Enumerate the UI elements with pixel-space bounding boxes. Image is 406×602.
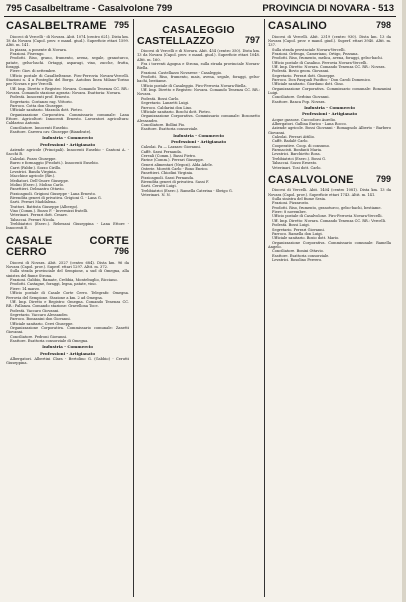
entry-intro: Diocesi di Vercelli. Abit. 1404 (centro 1081). Dista km. 13 da Novara (Capol. prov.). Superficie ettari 1743. Altit. m. 141. bbox=[268, 188, 391, 197]
entry-line: Organizzazione Corporativa. Commissario comunale: Ramella Angelo. bbox=[268, 240, 391, 249]
section-heading-casalvolone: CASALVOLONE 799 bbox=[268, 173, 391, 186]
entry-line: Ufficiale sanitario. Cerri Giuseppe. bbox=[10, 321, 74, 326]
entry-line: Segretario. Vaccaro Alessandro. bbox=[10, 312, 69, 317]
entry-line: Parroco. Cotta don Giuseppe. bbox=[10, 104, 64, 109]
entry-line: Sulla strada provinciale del Sempione, a sud di Omegna, alla sinistra del fiume Strona. bbox=[6, 269, 129, 278]
entry-line: Ufficio postale di Casalbeltrame. Piro-Ferrovia Novara-Vercelli. Stazioni n. 4 a Ponteglio del Borgo. Autobus linea Milano-Torino per Novara e per Vercelli. bbox=[6, 73, 129, 87]
entry-line: Trebbiatrici (Eserc.). Rebesani Giuseppina - Lana Ettore - Innocenti E. bbox=[6, 221, 129, 231]
entry-line: Segretario. Ferrari Giovanni. bbox=[272, 227, 325, 232]
subsection-heading: Industria - Commercio bbox=[42, 344, 93, 350]
entry-line: Vino (Comm.). Bozzo F. - Invernizzi fratelli. bbox=[10, 208, 89, 213]
entry-line: Mediatori. Dell'Onore Giuseppe. bbox=[10, 178, 70, 183]
entry-line: Ufficio postale di Casale Corte Cerro. Telegrafo: Omegna. Ferrovia del Sempione. Stazione a km. 2 ad Omegna. bbox=[6, 291, 129, 300]
entry-line: Segretario. Costanzo rag. Vittorio. bbox=[10, 99, 73, 104]
entry-line: Burro e formaggio (Produtt.). Innocenti Eusebio. bbox=[10, 161, 99, 166]
entry-line: Trattori. Battista Giuseppe (Albergo). bbox=[10, 204, 79, 209]
entry-line: Caffè. Sassi Fernanda. bbox=[141, 149, 182, 154]
entry-line: Fiere: Giov. di settembre. bbox=[10, 69, 57, 74]
entry-line: Parroco. Bonzanini don Giovanni. bbox=[10, 317, 71, 322]
entry-line: Frazioni. Castellazzo Novarese - Casaleggio. bbox=[141, 70, 223, 75]
section-heading-casalino: CASALINO 798 bbox=[268, 20, 391, 32]
entry-line: Farmacisti. Bonfanti Maria. bbox=[272, 148, 323, 153]
entry-line: Rivendita generi di privativa. Grigioni G. - Lana G. bbox=[10, 195, 102, 200]
entry-line: Uff. Imp. Diretto: Novara. Comando Tenenza CC. RR.: Vercelli. bbox=[272, 218, 387, 223]
entry-line: Organizzazione Corporativa. Commissario comunale: Lana Ettore. Agricoltori: Innocenti Ernesto. Lavoratori agricoltura: Caldarino Antonio. bbox=[6, 112, 129, 126]
entry-line: Trebbiatrici (Eserc.). Ramella Caterina - Sbrigo G. bbox=[141, 188, 233, 193]
entry-line: Esattore. Banca Pop. Novara. bbox=[272, 99, 326, 104]
entry-line: Uff. Imp. Diretto: Novara. Comando Tenenza CC. RR.: Novara. bbox=[272, 64, 386, 69]
entry-line: Parroco. Ramella don Luigi. bbox=[272, 231, 323, 236]
entry-line: Parroco. Caldarini don Lino. bbox=[141, 105, 193, 110]
column-2 bbox=[137, 19, 260, 597]
entry-line: Conciliatore. Bollini Pio. bbox=[141, 122, 186, 127]
entry-line: Pizzicagnoli. Sassi Fernanda. bbox=[141, 175, 195, 180]
entry-line: Podestà. Bovio geom. Giovanni. bbox=[272, 69, 330, 74]
entry-line: Calzolai. Pa — Lazzaro Giovanni. bbox=[141, 145, 201, 150]
section-heading-casale-corte-cerro: CASALE CORTE CERRO 796 bbox=[6, 234, 129, 259]
subsection-heading: Professioni - Artigianato bbox=[170, 138, 227, 144]
header-left: 795 Casalbeltrame - Casalvolone 799 bbox=[6, 3, 173, 14]
entry-line: Podestà. Vaccaro Giovanni. bbox=[10, 308, 60, 313]
entry-line: Sulla strada provinciale Novara-Vercelli. bbox=[272, 47, 346, 52]
entry-line: Prodotti. Riso, frumento, mais, avena, segale, foraggi, gelso-bachi, bestiame. bbox=[137, 75, 260, 84]
column-divider bbox=[133, 19, 134, 597]
entry-line: Pizzicagnoli. Grigioni Giuseppe - Lana Ernesto. bbox=[10, 191, 96, 196]
entry-line: Calzolai. Pozzo Giuseppe. bbox=[10, 156, 57, 161]
entry-line: Frazioni. Fisrengo. bbox=[10, 51, 45, 56]
entry-line: Panettieri. Delmastro Ottavio. bbox=[10, 187, 65, 192]
entry-line: Esattore. Esattoria consorziale. bbox=[272, 253, 330, 258]
entry-line: Veterinari. N. N. bbox=[141, 193, 171, 198]
entry-line: Podestà. Bossi Luigi. bbox=[272, 223, 310, 228]
entry-line: Segretario. Ferrari dott. Giuseppe. bbox=[272, 73, 336, 78]
directory-page bbox=[4, 2, 396, 600]
entry-line: Cereali (Comm.). Bassi Pietro. bbox=[141, 153, 197, 158]
entry-line: Cooperative. Coop. di consumo. bbox=[272, 143, 330, 148]
entry-line: Macchine agricole (Riv.). bbox=[10, 174, 56, 179]
entry-line: Sarti. Ferrari Maddalena. bbox=[10, 200, 57, 205]
subsection-heading: Professioni - Artigianato bbox=[301, 111, 358, 117]
entry-line: Sarti. Cerutti Luigi. bbox=[141, 184, 177, 189]
section-heading-casaleggio: CASALEGGIO CASTELLAZZO 797 bbox=[137, 24, 260, 48]
entry-line: Tabaccai. Ferrari Nicola. bbox=[10, 217, 56, 222]
entry-line: Frazioni. Orfengo, Cameriano, Ortigo, Pezzana. bbox=[272, 51, 359, 56]
subsection-heading: Professioni - Artigianato bbox=[39, 141, 96, 147]
subsection-heading: Industria - Commercio bbox=[42, 135, 93, 141]
entry-line: Panettieri. Chiodini Virginia. bbox=[141, 171, 194, 176]
entry-line: Prodotti. Riso, grano, frumento, avena, segale, granoturco, patate, gelso-bachi. Ortaggi, asparagi, vino, zucche, frutta, foraggi. bbox=[6, 56, 129, 69]
entry-line: Frazioni. Gabbio, Ramate, Crebbia, Montebuglio, Ricciano. bbox=[10, 278, 118, 283]
entry-line: Organizzazione Corporativa. Commissario comunale: Bosonetto Alessandro. bbox=[137, 114, 260, 123]
entry-line: Trebbiatrici (Eserc.). Bossi G. bbox=[272, 156, 326, 161]
entry-line: Ufficiale sanitario. Giordano dott. Gino. bbox=[272, 82, 344, 87]
subsection-heading: Industria - Commercio bbox=[304, 105, 355, 111]
entry-line: Molini (Eserc.). Molino Carlo. bbox=[10, 182, 65, 187]
entry-line: Esattore. Esattoria consorziale di Omegna. bbox=[10, 338, 89, 343]
page-edge bbox=[402, 0, 406, 602]
running-header bbox=[4, 2, 396, 15]
entry-line: Calzolai. Ferrari Attilio. bbox=[272, 135, 315, 140]
entry-intro: Dioceci di Vercelli - di Novara. Abit. 1074 (centro 621). Dista km. 18 da Novara (Capol. prov. e mand. giud.). Superficie ettari 1599. Altit. m. 141. bbox=[6, 34, 129, 48]
entry-line: Podestà. Bossi Carlo. bbox=[141, 96, 180, 101]
entry-line: Esattore. Carrera cav. Giuseppe (Biandrate). bbox=[10, 130, 92, 135]
entry-line: Fiere: 14 marzo. bbox=[10, 286, 41, 291]
entry-line: Parroco. Don Pasquali Pacifico - Don Caroli Domenico. bbox=[272, 77, 371, 82]
column-1 bbox=[6, 19, 129, 597]
entry-line: Fiere: 8 novembre. bbox=[272, 210, 307, 215]
entry-line: Veterinari. Tosi dott. Carlo. bbox=[272, 165, 322, 170]
entry-line: Prodotti. Riso, frumento, melica, avena, foraggi, gelso-bachi. bbox=[272, 56, 383, 61]
section-heading-casalbeltrame: CASALBELTRAME 795 bbox=[6, 20, 129, 32]
entry-line: Ufficiale sanitario. Bosio dott. Mario. bbox=[272, 236, 340, 241]
entry-line: Prodotti. Castagne, foraggi, legna, patate, vino. bbox=[10, 282, 97, 287]
entry-line: In piazza, a ponente di Novara. bbox=[10, 47, 67, 52]
entry-line: Segretario. Lanzetti Luigi. bbox=[141, 101, 190, 106]
entry-line: Ufficio postale di Casalvolone. Piro-Ferrovia Novara-Vercelli. bbox=[272, 214, 383, 219]
entry-line: Ufficiale sanitario. Boschi dott. Pietro. bbox=[141, 109, 211, 114]
entry-lines-casalbeltrame bbox=[6, 48, 129, 231]
entry-line: Fra i torrenti Agogna e Strona, sulla strada provinciale Novara-Biella. bbox=[137, 62, 260, 71]
entry-lines-casalvolone bbox=[268, 197, 391, 262]
entry-line: Uff. Imp. Diretto e Registro: Omegna. Comando Tenenza CC. RR.: Pallanza. Comando stazione: Gravellona Toce. bbox=[6, 299, 129, 309]
entry-line: Organizzazione Corporativa. Commissario comunale: Zanetti Giovanni. bbox=[6, 325, 129, 335]
entry-line: Tabaccai. Sozzo Ernesto. bbox=[272, 161, 318, 166]
subsection-heading: Industria - Commercio bbox=[173, 132, 224, 138]
entry-line: Rivendita generi di privativa. Sassi F. bbox=[141, 180, 210, 184]
entry-line: Prodotti. Riso, frumento, granoturco, gelso-bachi, bestiame. bbox=[272, 205, 382, 210]
entry-line: Carri (Fabbr.). Sozzo Cirillo. bbox=[10, 165, 62, 170]
entry-line: Sulla sinistra del fiume Sesia. bbox=[272, 197, 327, 202]
header-rule bbox=[4, 16, 396, 17]
entry-lines-casalino bbox=[268, 48, 391, 170]
entry-line: Podestà. Innocenti prof. Ernesto. bbox=[10, 95, 70, 100]
entry-line: Ufficio postale di Casaleggio. Piro-Ferrovia Novara-Biella. bbox=[141, 83, 247, 88]
entry-line: Uff. Imp. Diretto e Registro: Novara. Comando Tenenza CC. RR.: Novara. bbox=[137, 88, 260, 97]
entry-intro: Diocesi di Vercelli e di Novara. Abit. 454 (centro 350). Dista km. 13 da Novara (Capol. prov. e mand. giud.). Superficie ettari 1048. Altit. m. 160. bbox=[137, 49, 260, 62]
entry-lines-casale-corte-cerro bbox=[6, 269, 129, 365]
entry-intro: Diocesi di Novara. Abit. 2527 (centro 684). Dista km. 96 da Novara (Capol. prov.). Superf. ettari 1297. Altit. m. 372. bbox=[6, 260, 129, 270]
entry-line: Ufficiale sanitario. Mazzola dott. Pietro. bbox=[10, 108, 83, 113]
entry-line: Conciliatore. Gerbino Giovanni. bbox=[272, 95, 330, 100]
entry-line: Conciliatore. Pedroni Giovanni. bbox=[10, 334, 68, 339]
entry-line: Conciliatore. Bonini Ottavio. bbox=[272, 249, 324, 254]
entry-line: Uff. Imp. Diretto e Registro: Novara. Comando Tenenza CC. RR.: Novara. Comando stazione agraria: Novara. Esattoria: Novara. bbox=[6, 86, 129, 96]
column-divider bbox=[264, 19, 265, 597]
entry-line: Albergatori. Albertini Clara - Bertolino G. (Gabbio) - Cerutti Giuseppina. bbox=[6, 356, 129, 366]
entry-line: Levatrici. Banda Virginia. bbox=[10, 169, 57, 174]
entry-line: Generi alimentari (Negozi). Alda Adele. bbox=[141, 162, 213, 167]
entry-line: Aziende agricole. Bossi Giovanni - Romagnolo Alberto - Barbero Giovanni. bbox=[268, 126, 391, 135]
subsection-heading: Professioni - Artigianato bbox=[39, 350, 96, 356]
entry-line: Ufficio postale di Casalino. Ferrovia Novara-Vercelli. bbox=[272, 60, 368, 65]
entry-line: Acque gassose. Cuccodoro Aurelio. bbox=[272, 117, 337, 122]
entry-line: Veterinari. Ferrari dott. Cesare. bbox=[10, 213, 68, 218]
entry-line: Esattore. Esattoria consorziale. bbox=[141, 127, 199, 132]
header-right: PROVINCIA DI NOVARA - 513 bbox=[262, 3, 394, 14]
entry-line: Farine (Comm.). Ferrari Giuseppe. bbox=[141, 158, 204, 163]
entry-line: Aziende agricole (Principali). Innocenti Eusebio - Cantoni A. - Sacchi B. bbox=[6, 148, 129, 157]
entry-lines-casaleggio bbox=[137, 62, 260, 197]
entry-line: Levatrici. Barchietto Rosa. bbox=[272, 152, 321, 157]
entry-line: Caffè. Badalè Carlo. bbox=[272, 139, 309, 144]
column-3 bbox=[268, 19, 391, 597]
entry-intro: Diocesi di Vercelli. Abit. 2319 (centro 930). Dista km. 13 da Novara (Capol. prov. e mand. giud.). Superf. ettari 3940. Altit. m. 137. bbox=[268, 34, 391, 48]
entry-line: Levatrici. Rosolino Ferrero. bbox=[272, 257, 323, 262]
entry-line: Frazioni. Pizzarosto. bbox=[272, 201, 310, 206]
entry-line: Albergatori. Gallina Enrico - Lana Rocco. bbox=[272, 122, 347, 127]
entry-line: Organizzazione Corporativa. Commissario comunale: Bonzanini Luigi. bbox=[268, 86, 391, 96]
entry-line: Conciliatore. Innocenti Eusebio. bbox=[10, 125, 69, 130]
entry-line: Osterie. Morotti Carlo - Bono Enrico. bbox=[141, 166, 209, 171]
